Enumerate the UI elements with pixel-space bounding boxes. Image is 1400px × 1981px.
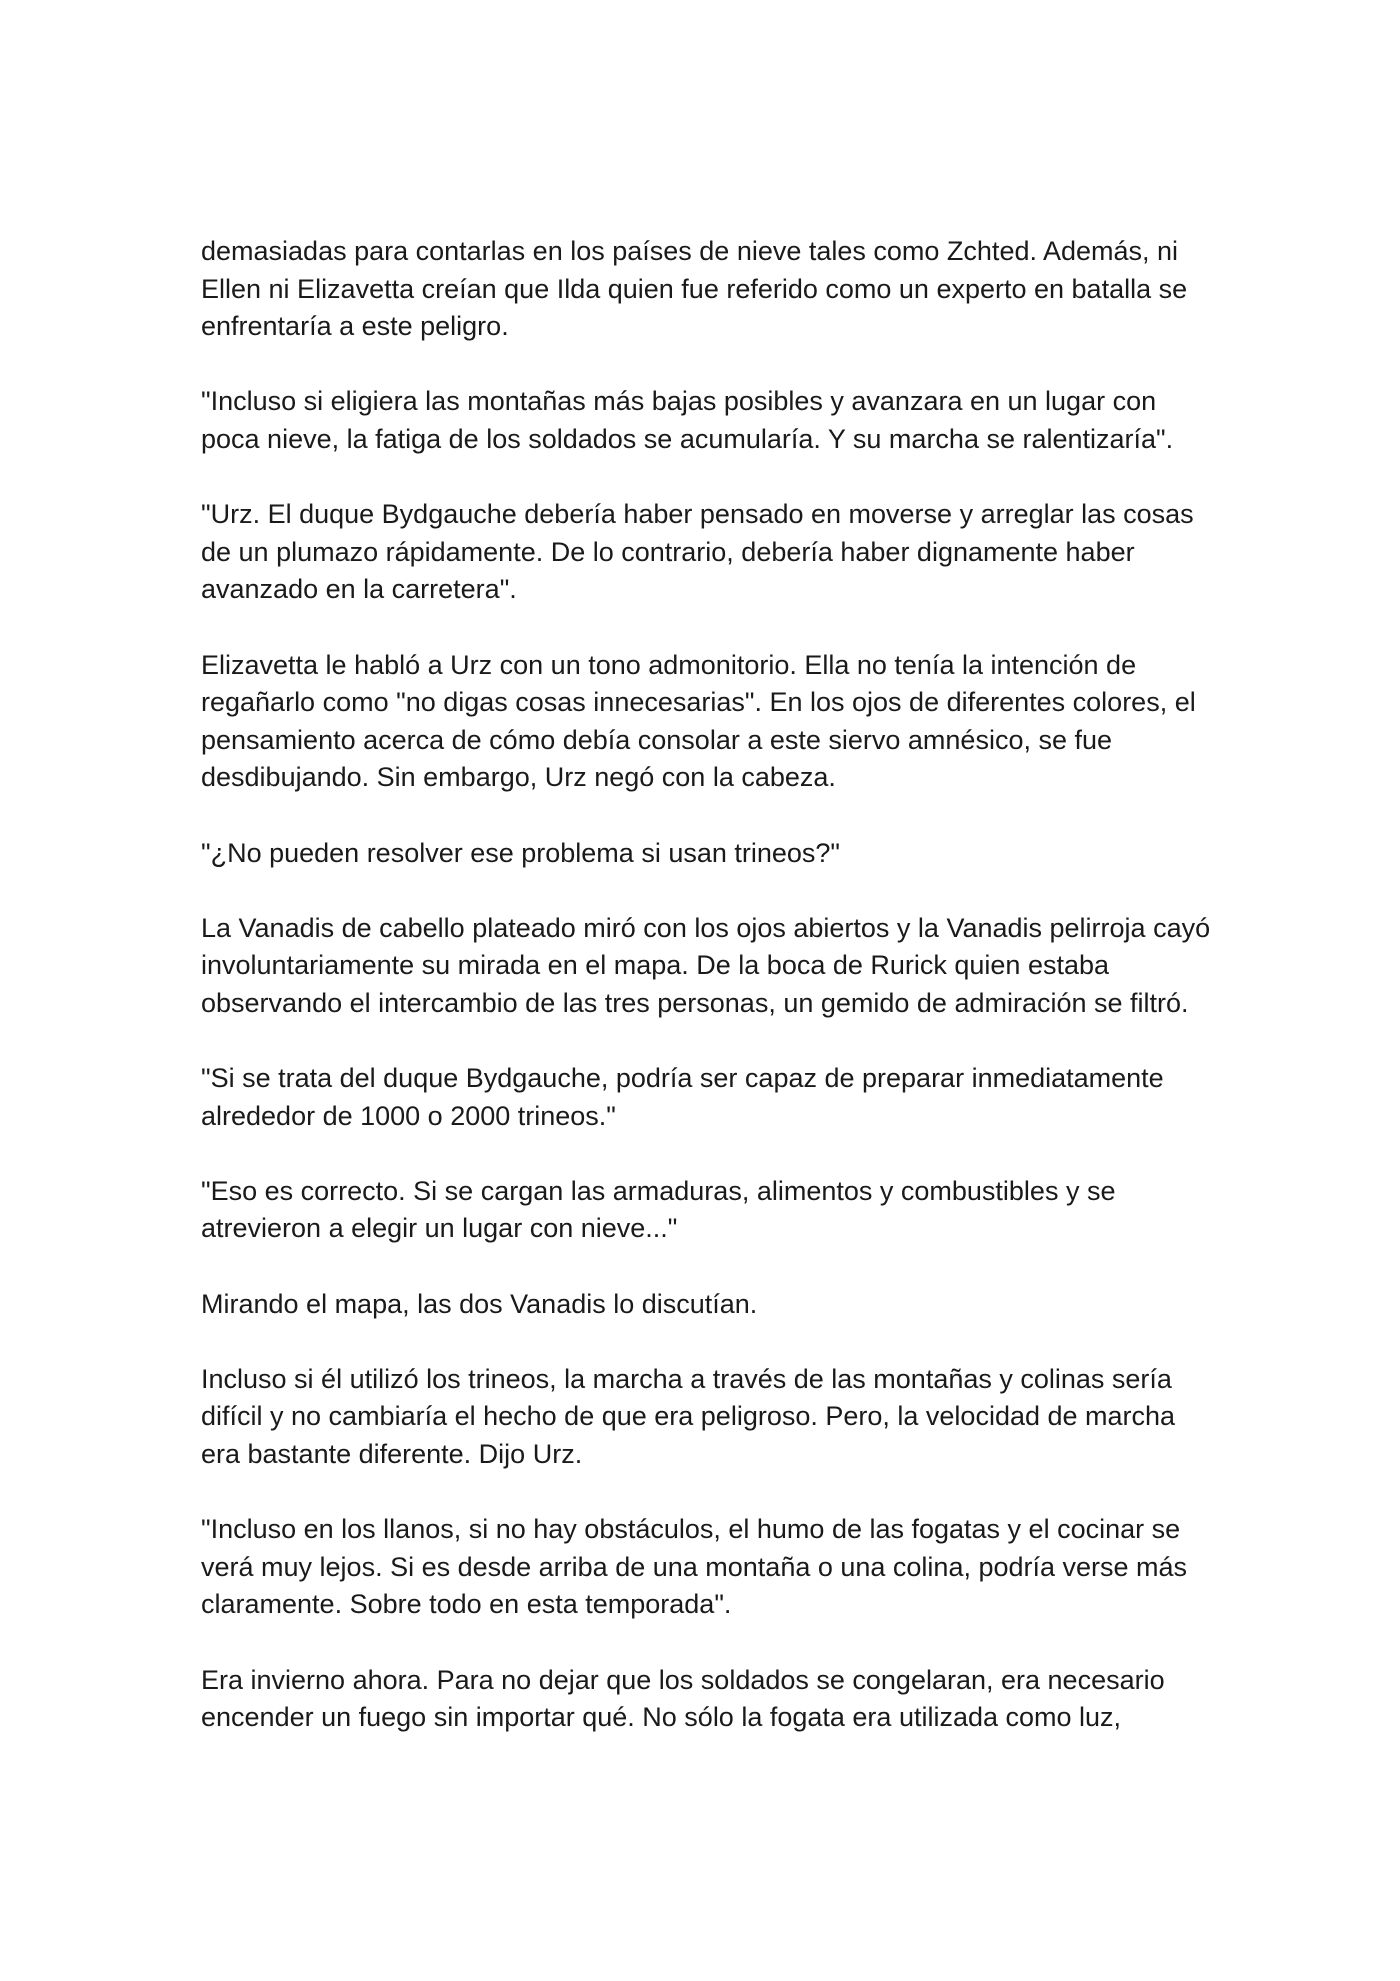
paragraph: "¿No pueden resolver ese problema si usan trineos?" xyxy=(201,837,841,868)
paragraph: "Si se trata del duque Bydgauche, podría ser capaz de preparar inmediatamente alrededor de 1000 o 2000 trineos." xyxy=(201,1063,1164,1131)
paragraph: "Eso es correcto. Si se cargan las armaduras, alimentos y combustibles y se atrevieron a elegir un lugar con nieve..." xyxy=(201,1175,1116,1244)
paragraph: Elizavetta le habló a Urz con un tono admonitorio. Ella no tenía la intención de regañarlo como "no digas cosas innecesarias". En los ojos de diferentes colores, el pensamiento acerca de cómo debía consolar a este siervo amnésico, se fue desdibujando. Sin embargo, Urz negó con la cabeza. xyxy=(201,649,1196,793)
document-body xyxy=(201,233,1211,1737)
paragraph: "Urz. El duque Bydgauche debería haber pensado en moverse y arreglar las cosas de un plumazo rápidamente. De lo contrario, debería haber dignamente haber avanzado en la carretera". xyxy=(201,499,1194,605)
paragraph: Era invierno ahora. Para no dejar que los soldados se congelaran, era necesario encender un fuego sin importar qué. No sólo la fogata era utilizada como luz, xyxy=(201,1664,1165,1733)
paragraph: "Incluso en los llanos, si no hay obstáculos, el humo de las fogatas y el cocinar se verá muy lejos. Si es desde arriba de una montaña o una colina, podría verse más claramente. Sobre todo en esta temporada". xyxy=(201,1514,1188,1620)
paragraph: La Vanadis de cabello plateado miró con los ojos abiertos y la Vanadis pelirroja cayó involuntariamente su mirada en el mapa. De la boca de Rurick quien estaba observando el intercambio de las tres personas, un gemido de admiración se filtró. xyxy=(201,912,1211,1018)
paragraph: Incluso si él utilizó los trineos, la marcha a través de las montañas y colinas sería difícil y no cambiaría el hecho de que era peligroso. Pero, la velocidad de marcha era bastante diferente. Dijo Urz. xyxy=(201,1363,1176,1469)
paragraph: Mirando el mapa, las dos Vanadis lo discutían. xyxy=(201,1288,758,1319)
paragraph: "Incluso si eligiera las montañas más bajas posibles y avanzara en un lugar con poca nieve, la fatiga de los soldados se acumularía. Y su marcha se ralentizaría". xyxy=(201,386,1174,454)
paragraph: demasiadas para contarlas en los países de nieve tales como Zchted. Además, ni Ellen ni Elizavetta creían que Ilda quien fue referido como un experto en batalla se enfrentaría a este peligro. xyxy=(201,236,1188,342)
